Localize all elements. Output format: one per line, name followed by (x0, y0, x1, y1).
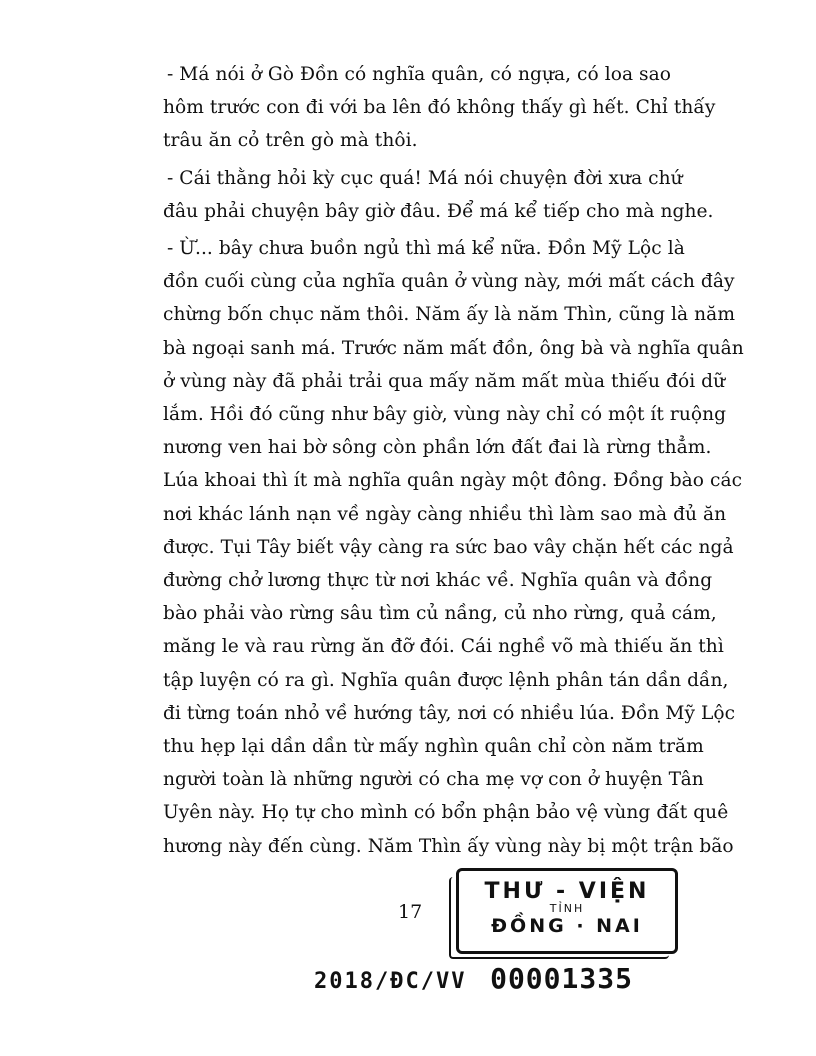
paragraph-2 (163, 162, 714, 228)
text-line: hôm trước con đi với ba lên đó không thấy gì hết. Chỉ thấy (163, 97, 716, 119)
page-body (163, 58, 744, 867)
paragraph-3 (163, 232, 744, 863)
text-line: đâu phải chuyện bây giờ đâu. Để má kể tiếp cho mà nghe. (163, 200, 714, 222)
text-line: chừng bốn chục năm thôi. Năm ấy là năm Thìn, cũng là năm (163, 304, 735, 326)
library-stamp (456, 868, 678, 954)
stamp-line-library: THƯ - VIỆN (484, 879, 650, 904)
text-line: được. Tụi Tây biết vậy càng ra sức bao vây chặn hết các ngả (163, 536, 734, 558)
text-line: đồn cuối cùng của nghĩa quân ở vùng này, mới mất cách đây (163, 271, 735, 293)
stamp-line-location: ĐỒNG · NAI (491, 915, 643, 937)
text-line: hương này đến cùng. Năm Thìn ấy vùng này bị một trận bão (163, 835, 734, 857)
stamp-line-province: TỈNH (549, 902, 585, 915)
text-line: thu hẹp lại dần dần từ mấy nghìn quân chỉ còn năm trăm (163, 736, 704, 758)
text-line: - Má nói ở Gò Đồn có nghĩa quân, có ngựa, có loa sao (167, 64, 672, 85)
text-line: người toàn là những người có cha mẹ vợ con ở huyện Tân (163, 769, 704, 791)
text-line: măng le và rau rừng ăn đỡ đói. Cái nghề võ mà thiếu ăn thì (163, 636, 724, 658)
text-line: đường chở lương thực từ nơi khác về. Nghĩa quân và đồng (163, 570, 713, 592)
text-line: bà ngoại sanh má. Trước năm mất đồn, ông bà và nghĩa quân (163, 337, 744, 359)
accession-number: 00001335 (490, 962, 633, 995)
paragraph-1 (163, 58, 716, 158)
text-line: trâu ăn cỏ trên gò mà thôi. (163, 130, 418, 152)
text-line: - Cái thằng hỏi kỳ cục quá! Má nói chuyện đời xưa chứ (167, 167, 683, 189)
text-line: ở vùng này đã phải trải qua mấy năm mất mùa thiếu đói dữ (163, 370, 726, 392)
accession-mark (314, 962, 633, 995)
text-line: nơi khác lánh nạn về ngày càng nhiều thì làm sao mà đủ ăn (163, 503, 727, 525)
text-line: lắm. Hồi đó cũng như bây giờ, vùng này chỉ có một ít ruộng (163, 404, 727, 426)
text-line: nương ven hai bờ sông còn phần lớn đất đai là rừng thẳm. (163, 437, 712, 459)
text-line: Lúa khoai thì ít mà nghĩa quân ngày một đông. Đồng bào các (163, 470, 743, 492)
page-number: 17 (398, 901, 423, 923)
text-line: - Ừ... bây chưa buồn ngủ thì má kể nữa. Đồn Mỹ Lộc là (167, 238, 685, 260)
text-line: tập luyện có ra gì. Nghĩa quân được lệnh phân tán dần dần, (163, 669, 729, 691)
accession-code: 2018/ĐC/VV (314, 969, 467, 994)
text-line: đi từng toán nhỏ về hướng tây, nơi có nhiều lúa. Đồn Mỹ Lộc (163, 702, 736, 724)
text-line: bào phải vào rừng sâu tìm củ nầng, củ nho rừng, quả cám, (163, 603, 717, 625)
text-line: Uyên này. Họ tự cho mình có bổn phận bảo vệ vùng đất quê (163, 802, 729, 824)
